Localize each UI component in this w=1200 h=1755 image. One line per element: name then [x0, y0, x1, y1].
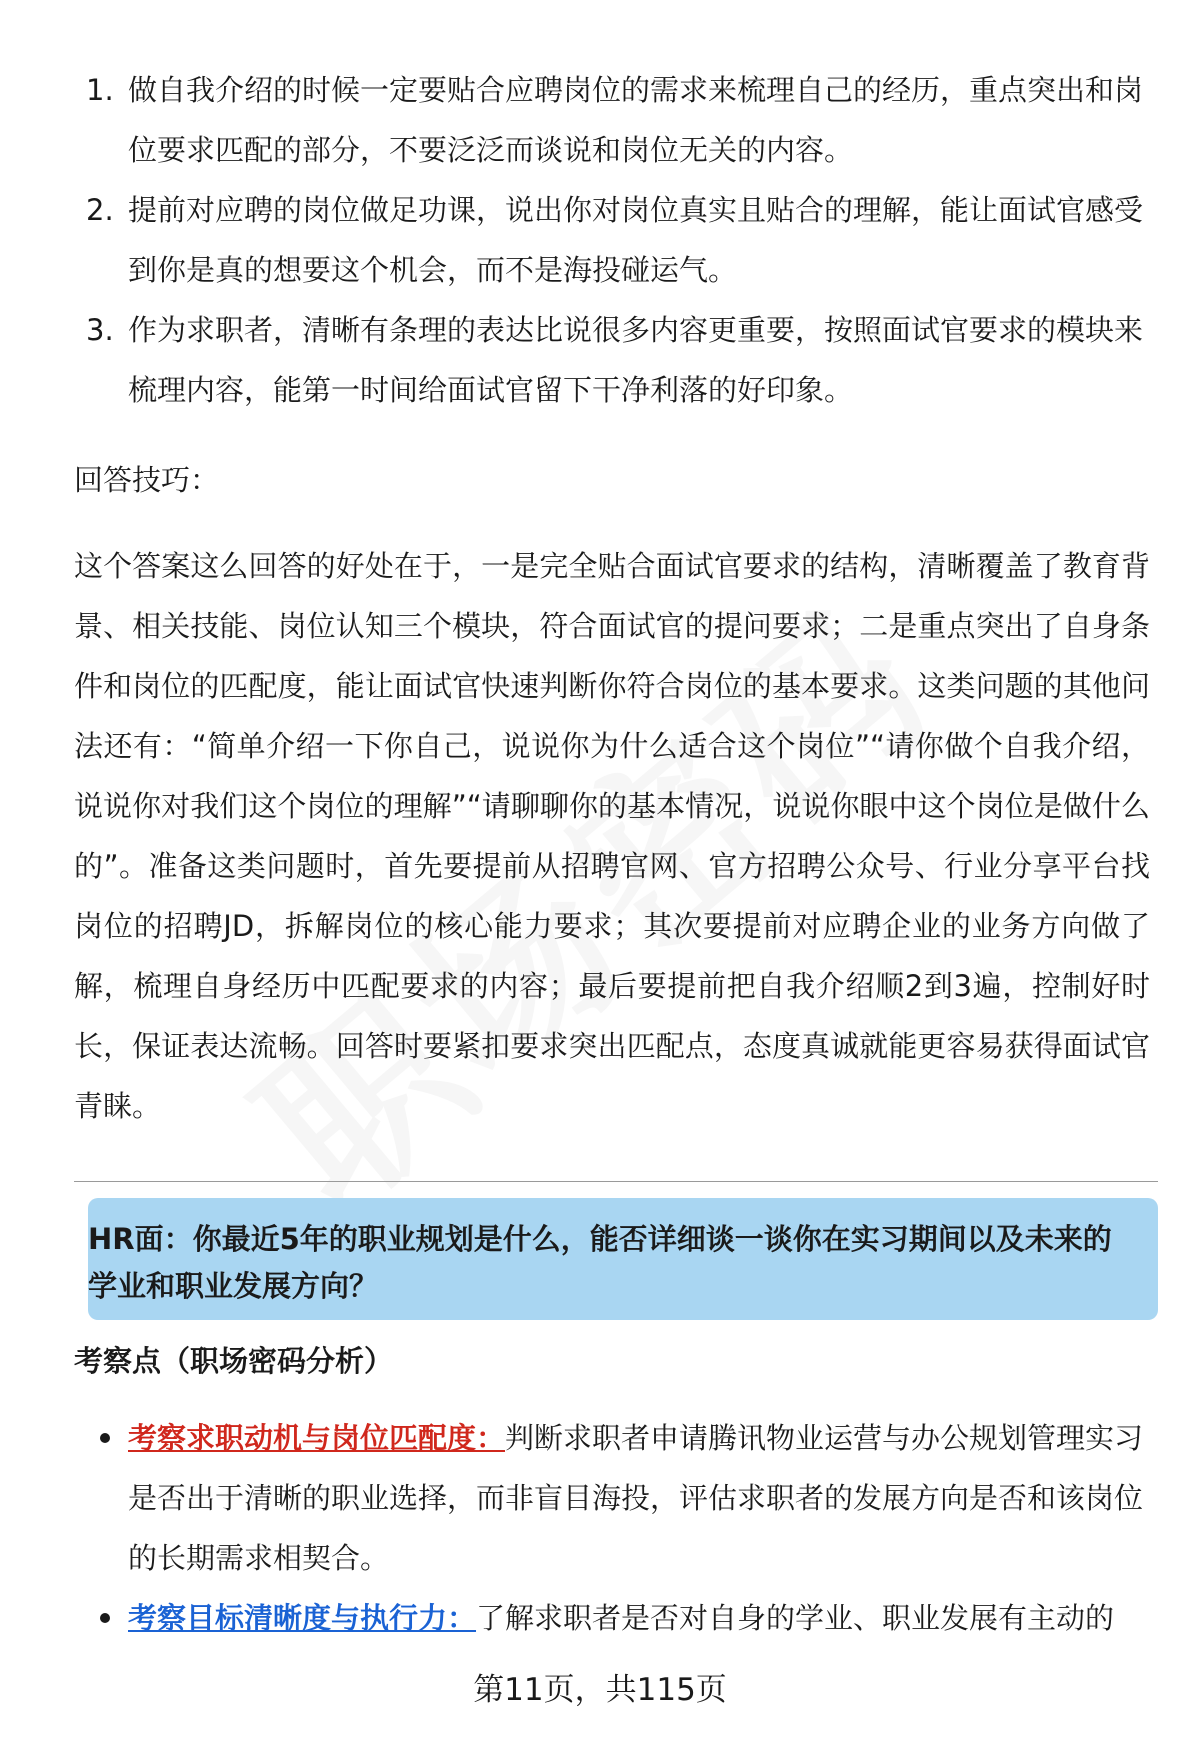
- list-item: [78, 180, 1148, 300]
- question-text: HR面：你最近5年的职业规划是什么，能否详细谈一谈你在实习期间以及未来的学业和职业发展方向？: [88, 1222, 1112, 1303]
- question-callout: [88, 1198, 1158, 1320]
- tips-label: 回答技巧：: [74, 463, 220, 497]
- list-text: 作为求职者，清晰有条理的表达比说很多内容更重要，按照面试官要求的模块来梳理内容，能第一时间给面试官留下干净利落的好印象。: [128, 313, 1144, 407]
- list-item: [78, 60, 1148, 180]
- list-item: [78, 300, 1148, 420]
- list-number: 1.: [86, 73, 114, 107]
- bullet-dot-icon: [100, 1613, 110, 1623]
- bullet-list: [88, 1408, 1148, 1648]
- bullet-key-link[interactable]: 考察目标清晰度与执行力：: [128, 1601, 477, 1635]
- numbered-list: [78, 60, 1148, 420]
- bullet-item: [88, 1408, 1148, 1588]
- bullet-dot-icon: [100, 1433, 110, 1443]
- tips-paragraph: 这个答案这么回答的好处在于，一是完全贴合面试官要求的结构，清晰覆盖了教育背景、相关技能、岗位认知三个模块，符合面试官的提问要求；二是重点突出了自身条件和岗位的匹配度，能让面试官快速判断你符合岗位的基本要求。这类问题的其他问法还有：“简单介绍一下你自己，说说你为什么适合这个岗位”“请你做个自我介绍，说说你对我们这个岗位的理解”“请聊聊你的基本情况，说说你眼中这个岗位是做什么的”。准备这类问题时，首先要提前从招聘官网、官方招聘公众号、行业分享平台找岗位的招聘JD，拆解岗位的核心能力要求；其次要提前对应聘企业的业务方向做了解，梳理自身经历中匹配要求的内容；最后要提前把自我介绍顺2到3遍，控制好时长，保证表达流畅。回答时要紧扣要求突出匹配点，态度真诚就能更容易获得面试官青睐。: [74, 549, 1150, 1123]
- bullet-text: 判断求职者申请腾讯物业运营与办公规划管理实习是否出于清晰的职业选择，而非盲目海投，评估求职者的发展方向是否和该岗位的长期需求相契合。: [128, 1421, 1144, 1575]
- bullet-item: [88, 1588, 1148, 1648]
- bullet-text: 了解求职者是否对自身的学业、职业发展有主动的: [476, 1601, 1115, 1635]
- list-number: 2.: [86, 193, 114, 227]
- list-number: 3.: [86, 313, 114, 347]
- page-footer: 第11页，共115页: [473, 1672, 727, 1708]
- list-text: 提前对应聘的岗位做足功课，说出你对岗位真实且贴合的理解，能让面试官感受到你是真的想要这个机会，而不是海投碰运气。: [128, 193, 1144, 287]
- section-title: 考察点（职场密码分析）: [74, 1344, 394, 1378]
- bullet-key-link[interactable]: 考察求职动机与岗位匹配度：: [128, 1421, 506, 1455]
- divider: [74, 1181, 1158, 1182]
- list-text: 做自我介绍的时候一定要贴合应聘岗位的需求来梳理自己的经历，重点突出和岗位要求匹配的部分，不要泛泛而谈说和岗位无关的内容。: [128, 73, 1144, 167]
